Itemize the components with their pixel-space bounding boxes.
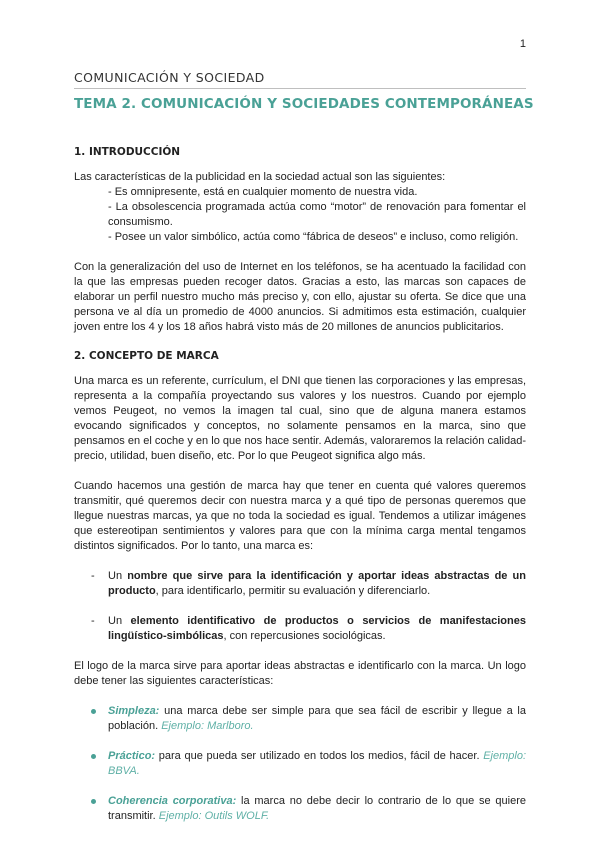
dash-bullet: - [91,570,95,582]
course-subject: COMUNICACIÓN Y SOCIEDAD [74,70,265,85]
list-item [74,614,526,644]
marca-definition-list [74,569,526,644]
list-item [74,704,526,734]
dash-bullet: - [91,615,95,627]
document-body [74,146,526,839]
paragraph: Una marca es un referente, currículum, el DNI que tienen las corporaciones y las empresas, representa a la compañía proyectando sus valores y los nuestros. Cuando por ejemplo vemos Peugeot, no vemos la imagen tal cual, sino que de alguna manera estamos evocando significados y conceptos, no solamente pensamos en la marca, sino que pensamos en el coche y en lo que nos hace sentir. Además, valoraremos la relación calidad-precio, utilidad, buen diseño, etc. Por lo que Peugeot significa algo más. [74,375,526,462]
paragraph: Cuando hacemos una gestión de marca hay que tener en cuenta qué valores queremos transmitir, qué queremos decir con nuestra marca y a qué tipo de personas queremos que llegue nuestras marcas, ya que no toda la sociedad es igual. Tendemos a utilizar imágenes que estereotipan sentimientos y valores para que con la mínima carga mental tengamos distintos significados. Por lo tanto, una marca es: [74,480,526,552]
list-item: - Es omnipresente, está en cualquier momento de nuestra vida. [108,186,418,198]
item-text: Un [108,615,131,627]
item-text: , para identificarlo, permitir su evaluación y diferenciarlo. [155,585,431,597]
page-number: 1 [519,38,526,50]
example-text: Ejemplo: Marlboro. [161,720,254,732]
list-item [74,794,526,824]
intro-lead: Las características de la publicidad en la sociedad actual son las siguientes: [74,171,446,183]
list-item [74,569,526,599]
item-bold-text: elemento identificativo de productos o servicios de manifestaciones lingüístico-simbólicas [108,615,526,642]
item-text: una marca debe ser simple para que sea fácil de escribir y llegue a la población. [108,705,526,732]
term: Coherencia corporativa: [108,795,237,807]
paragraph: El logo de la marca sirve para aportar ideas abstractas e identificarlo con la marca. Un logo debe tener las siguientes características: [74,660,526,687]
intro-list [108,185,526,245]
bullet-dot-icon [91,709,96,714]
example-text: Ejemplo: Outils WOLF. [158,810,270,822]
item-text: Un [108,570,128,582]
list-item [74,749,526,779]
example-text: Ejemplo: BBVA. [108,750,526,777]
list-item: - Posee un valor simbólico, actúa como “fábrica de deseos” e incluso, como religión. [108,231,519,243]
paragraph: Con la generalización del uso de Internet en los teléfonos, se ha acentuado la facilidad con la que las empresas pueden recoger datos. Gracias a esto, las marcas son capaces de elaborar un perfil nuestro mucho más preciso y, con ello, ajustar su oferta. Se dice que una persona ve al día un promedio de 4000 anuncios. Si admitimos esta estimación, cualquier joven entre los 4 y los 18 años habrá visto más de 20 millones de anuncios publicitarios. [74,261,526,333]
section-heading-introduccion: 1. INTRODUCCIÓN [74,146,181,158]
section-heading-concepto-marca: 2. CONCEPTO DE MARCA [74,350,219,362]
logo-characteristics-list [74,704,526,824]
term: Simpleza: [108,705,160,717]
bullet-dot-icon [91,799,96,804]
bullet-dot-icon [91,754,96,759]
page-title: TEMA 2. COMUNICACIÓN Y SOCIEDADES CONTEMPORÁNEAS [74,96,534,112]
term: Práctico: [108,750,156,762]
header-divider [74,88,526,89]
item-text: , con repercusiones sociológicas. [223,630,386,642]
item-text: la marca no debe decir lo contrario de lo que se quiere transmitir. [108,795,526,822]
list-item: - La obsolescencia programada actúa como “motor” de renovación para fomentar el consumismo. [108,201,526,228]
item-bold-text: nombre que sirve para la identificación y aportar ideas abstractas de un producto [108,570,526,597]
item-text: para que pueda ser utilizado en todos los medios, fácil de hacer. [155,750,484,762]
